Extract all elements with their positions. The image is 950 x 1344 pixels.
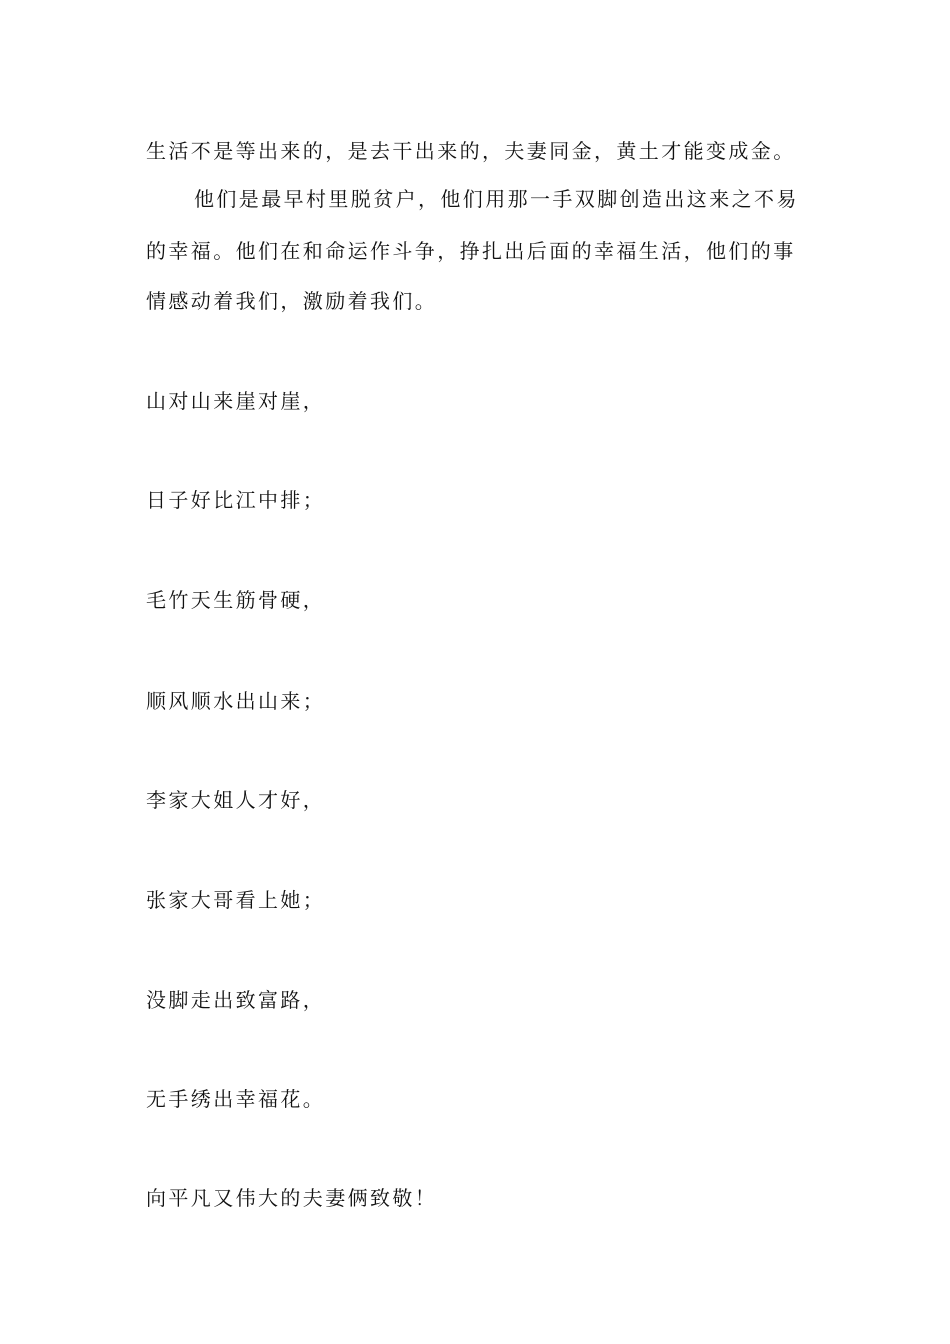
poem-line-7: 没脚走出致富路， [146, 988, 326, 1012]
closing-line: 向平凡又伟大的夫妻俩致敬！ [146, 1186, 438, 1210]
poem-line-4: 顺风顺水出山来； [146, 689, 326, 713]
paragraph-line-4: 情感动着我们，激励着我们。 [146, 289, 438, 313]
paragraph-line-3: 的幸福。他们在和命运作斗争，挣扎出后面的幸福生活，他们的事 [146, 239, 796, 263]
paragraph-line-2: 他们是最早村里脱贫户，他们用那一手双脚创造出这来之不易 [194, 187, 799, 211]
poem-line-1: 山对山来崖对崖， [146, 389, 326, 413]
poem-line-3: 毛竹天生筋骨硬， [146, 588, 326, 612]
poem-line-5: 李家大姐人才好， [146, 788, 326, 812]
paragraph-line-1: 生活不是等出来的，是去干出来的，夫妻同金，黄土才能变成金。 [146, 139, 796, 163]
poem-line-8: 无手绣出幸福花。 [146, 1087, 326, 1111]
poem-line-6: 张家大哥看上她； [146, 888, 326, 912]
poem-line-2: 日子好比江中排； [146, 488, 326, 512]
